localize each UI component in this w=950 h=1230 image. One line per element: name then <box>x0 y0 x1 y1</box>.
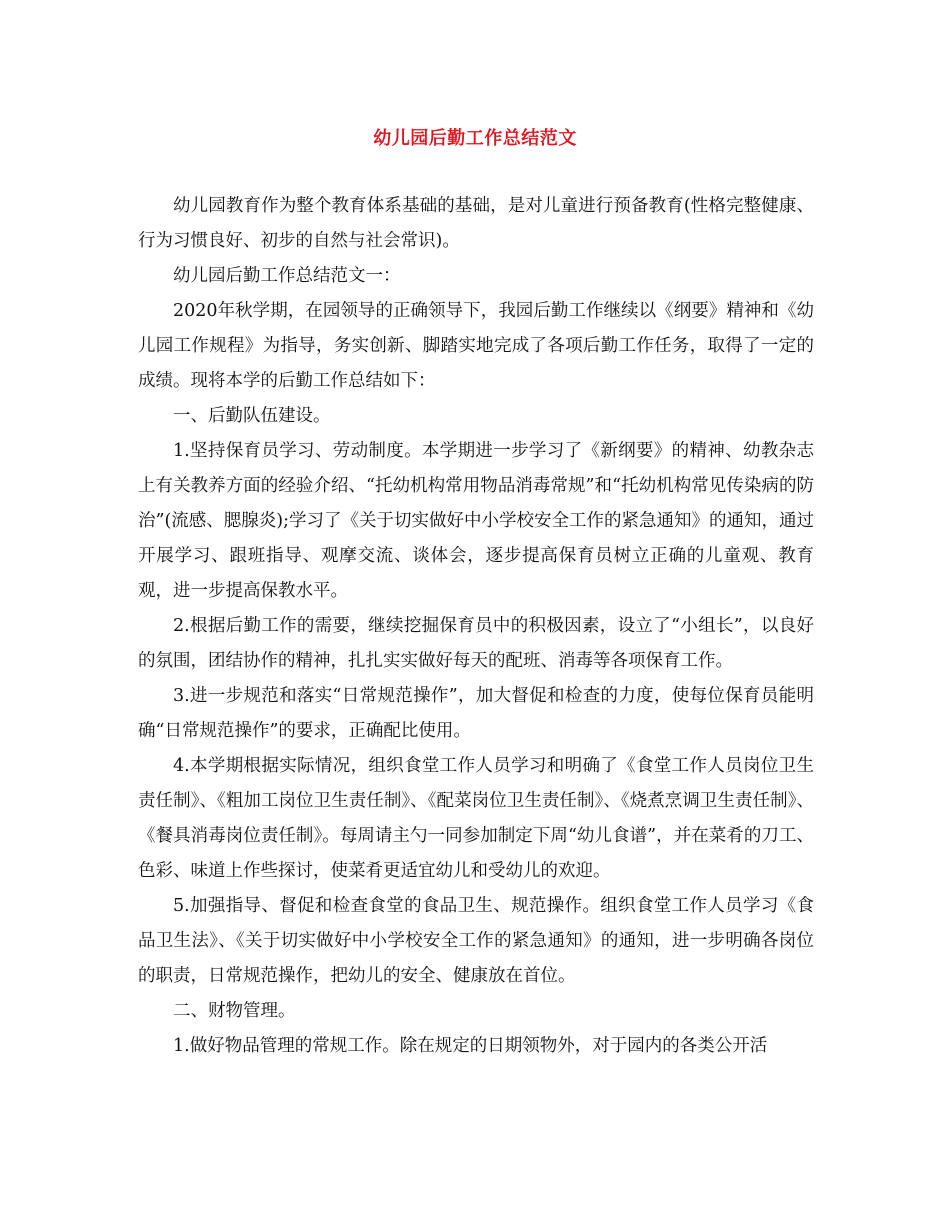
paragraph-overview: 2020年秋学期，在园领导的正确领导下，我园后勤工作继续以《纲要》精神和《幼儿园工作规程》为指导，务实创新、脚踏实地完成了各项后勤工作任务，取得了一定的成绩。现将本学的后勤工作总结如下： <box>138 301 814 391</box>
paragraph-item-3: 3.进一步规范和落实“日常规范操作”，加大督促和检查的力度，使每位保育员能明确“日常规范操作”的要求，正确配比使用。 <box>138 686 814 741</box>
document-title: 幼儿园后勤工作总结范文 <box>373 128 577 149</box>
paragraph-item-2: 2.根据后勤工作的需要，继续挖掘保育员中的积极因素，设立了“小组长”，以良好的氛围，团结协作的精神，扎扎实实做好每天的配班、消毒等各项保育工作。 <box>138 616 814 671</box>
section-heading-property: 二、财物管理。 <box>173 1001 296 1021</box>
paragraph-property-item-1: 1.做好物品管理的常规工作。除在规定的日期领物外，对于园内的各类公开活 <box>173 1036 768 1056</box>
paragraph-intro: 幼儿园教育作为整个教育体系基础的基础，是对儿童进行预备教育(性格完整健康、行为习惯良好、初步的自然与社会常识)。 <box>138 196 814 251</box>
paragraph-heading-sample-one: 幼儿园后勤工作总结范文一： <box>173 266 401 286</box>
document-body <box>138 189 814 1064</box>
paragraph-item-1: 1.坚持保育员学习、劳动制度。本学期进一步学习了《新纲要》的精神、幼教杂志上有关教养方面的经验介绍、“托幼机构常用物品消毒常规”和“托幼机构常见传染病的防治”(流感、腮腺炎);学习了《关于切实做好中小学校安全工作的紧急通知》的通知，通过开展学习、跟班指导、观摩交流、谈体会，逐步提高保育员树立正确的儿童观、教育观，进一步提高保教水平。 <box>138 441 814 601</box>
section-heading-team: 一、后勤队伍建设。 <box>173 406 331 426</box>
paragraph-item-5: 5.加强指导、督促和检查食堂的食品卫生、规范操作。组织食堂工作人员学习《食品卫生法》、《关于切实做好中小学校安全工作的紧急通知》的通知，进一步明确各岗位的职责，日常规范操作，把幼儿的安全、健康放在首位。 <box>138 896 814 986</box>
paragraph-item-4: 4.本学期根据实际情况，组织食堂工作人员学习和明确了《食堂工作人员岗位卫生责任制》、《粗加工岗位卫生责任制》、《配菜岗位卫生责任制》、《烧煮烹调卫生责任制》、《餐具消毒岗位责任制》。每周请主勺一同参加制定下周“幼儿食谱”，并在菜肴的刀工、色彩、味道上作些探讨，使菜肴更适宜幼儿和受幼儿的欢迎。 <box>138 756 814 881</box>
